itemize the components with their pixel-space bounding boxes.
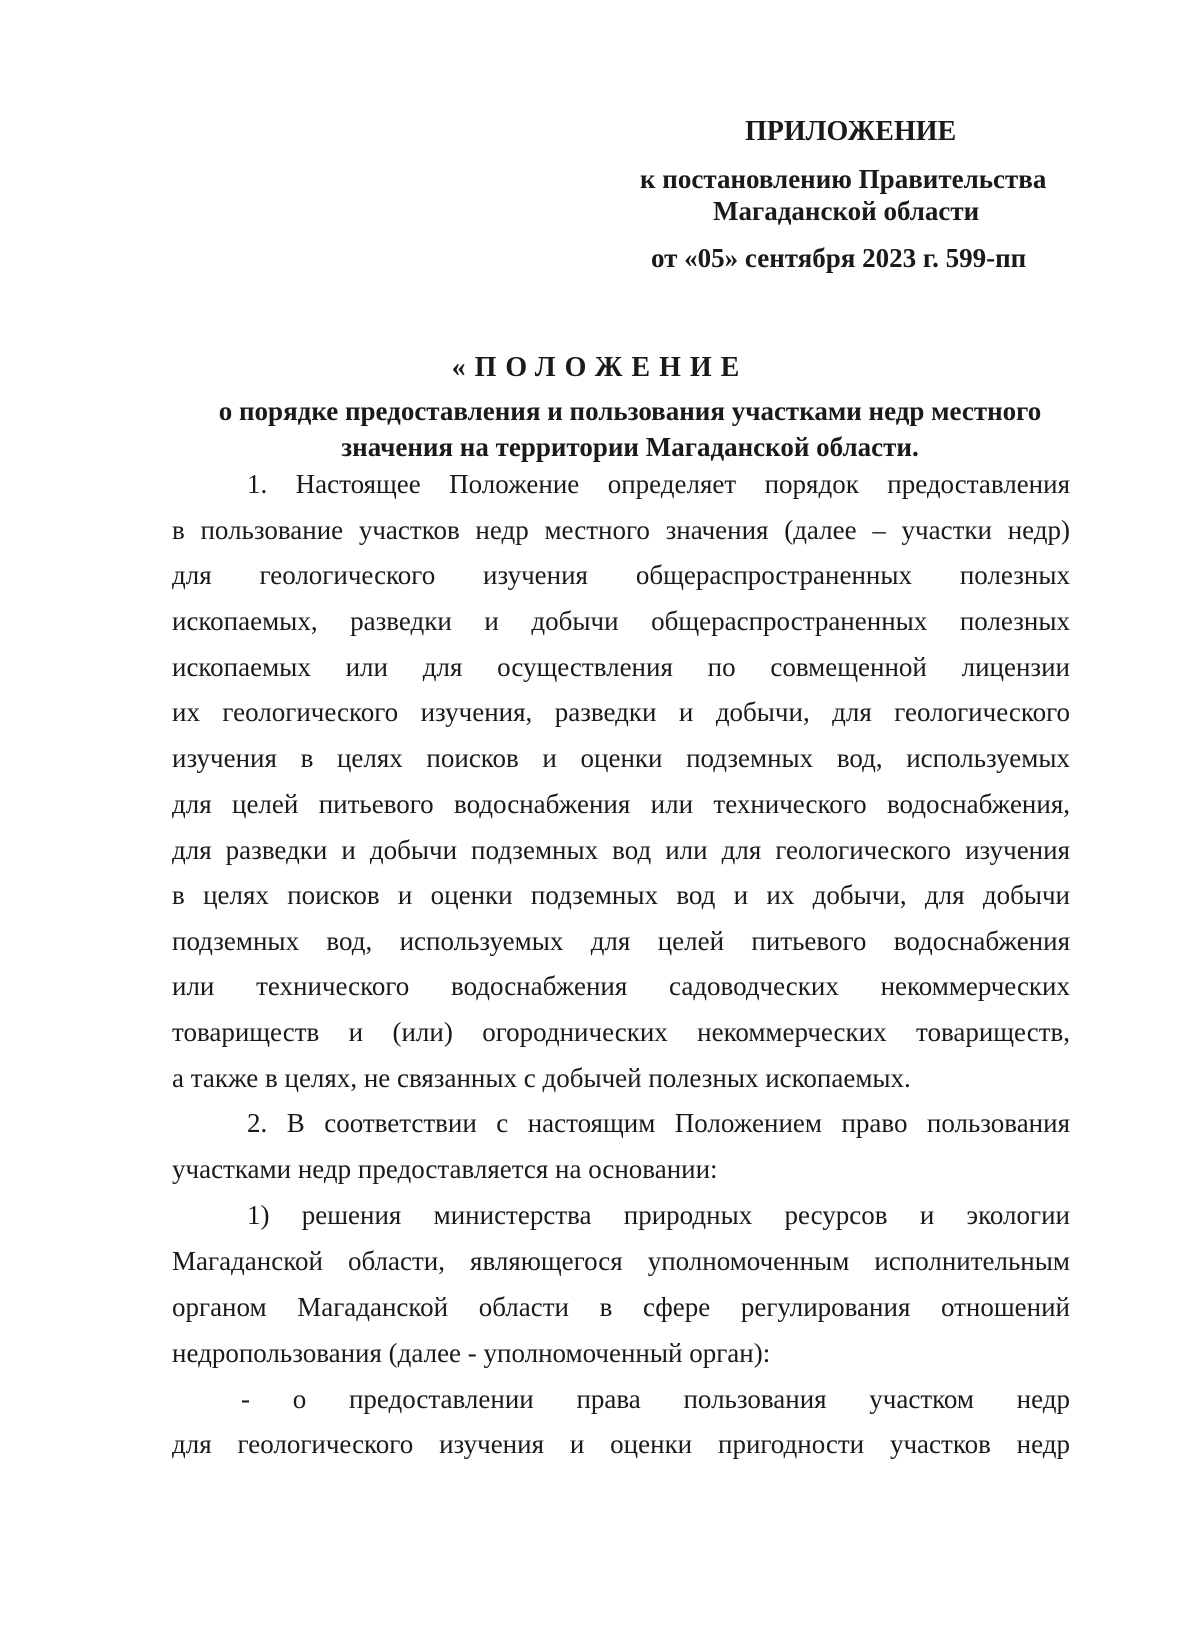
- body-line: Магаданской области, являющегося уполномоченным исполнительным: [172, 1246, 1070, 1276]
- body-line: для геологического изучения и оценки пригодности участков недр: [172, 1429, 1070, 1459]
- body-line: или технического водоснабжения садоводческих некоммерческих: [172, 971, 1070, 1001]
- body-line: 1) решения министерства природных ресурсов и экологии: [247, 1200, 1070, 1230]
- body-line: 2. В соответствии с настоящим Положением право пользования: [247, 1108, 1070, 1138]
- appendix-title: ПРИЛОЖЕНИЕ: [745, 116, 957, 147]
- body-line: подземных вод, используемых для целей питьевого водоснабжения: [172, 926, 1070, 956]
- body-line: товариществ и (или) огороднических некоммерческих товариществ,: [172, 1017, 1070, 1047]
- document-title: «ПОЛОЖЕНИЕ: [451, 352, 749, 383]
- body-line: ископаемых, разведки и добычи общераспространенных полезных: [172, 606, 1070, 636]
- appendix-resolution-line: к постановлению Правительства: [640, 164, 1047, 194]
- body-line: участками недр предоставляется на основании:: [172, 1154, 718, 1184]
- body-line: 1. Настоящее Положение определяет порядок предоставления: [247, 469, 1070, 499]
- body-line: - о предоставлении права пользования участком недр: [241, 1384, 1070, 1414]
- body-line: для целей питьевого водоснабжения или технического водоснабжения,: [172, 789, 1070, 819]
- body-line: для разведки и добычи подземных вод или для геологического изучения: [172, 835, 1070, 865]
- body-line: ископаемых или для осуществления по совмещенной лицензии: [172, 652, 1070, 682]
- body-line: органом Магаданской области в сфере регулирования отношений: [172, 1292, 1070, 1322]
- appendix-date-line: от «05» сентября 2023 г. 599-пп: [651, 243, 1027, 273]
- body-line: их геологического изучения, разведки и добычи, для геологического: [172, 697, 1070, 727]
- document-subtitle: о порядке предоставления и пользования участками недр местного значения на территории Магаданской области.: [218, 396, 1042, 462]
- body-line: в целях поисков и оценки подземных вод и их добычи, для добычи: [172, 880, 1070, 910]
- body-line: недропользования (далее - уполномоченный орган):: [172, 1338, 771, 1368]
- body-line: для геологического изучения общераспространенных полезных: [172, 560, 1070, 590]
- body-line: изучения в целях поисков и оценки подземных вод, используемых: [172, 743, 1070, 773]
- body-line: в пользование участков недр местного значения (далее – участки недр): [172, 515, 1070, 545]
- appendix-region-line: Магаданской области: [713, 196, 980, 226]
- body-line: а также в целях, не связанных с добычей полезных ископаемых.: [172, 1063, 911, 1093]
